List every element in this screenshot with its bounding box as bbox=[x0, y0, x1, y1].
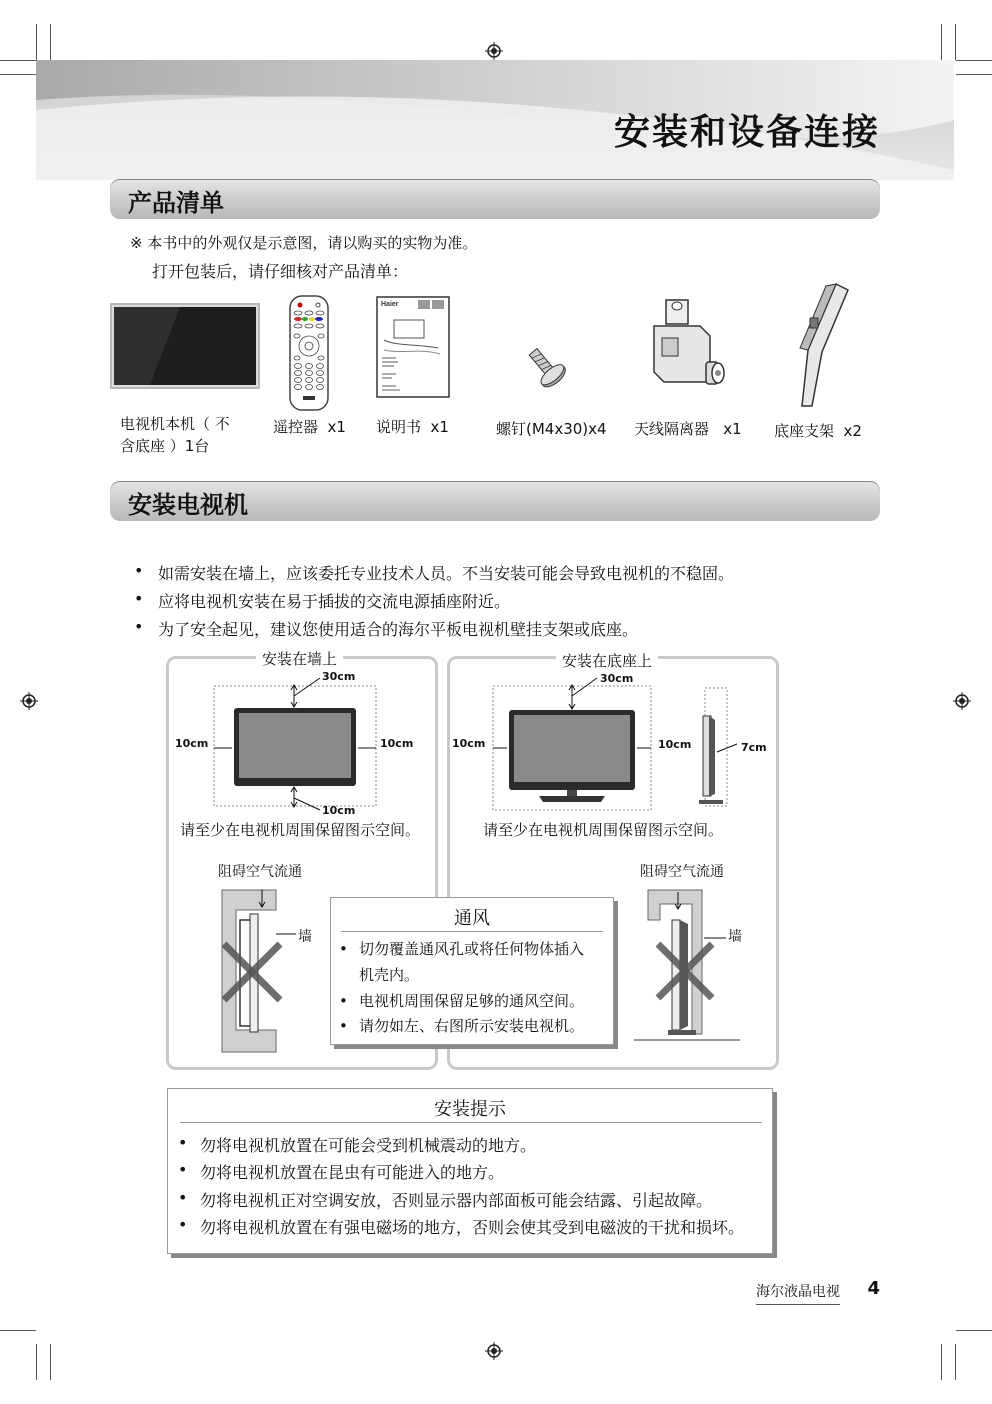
registration-mark-icon bbox=[953, 692, 971, 710]
stand-blocked-diagram bbox=[632, 884, 742, 1044]
wall-mount-title: 安装在墙上 bbox=[256, 648, 343, 669]
ventilation-item: • 切勿覆盖通风孔或将任何物体插入 bbox=[359, 936, 584, 962]
wall-label: 墙 bbox=[298, 929, 312, 945]
stand-mount-title: 安装在底座上 bbox=[556, 650, 658, 671]
install-tip: • 勿将电视机正对空调安放，否则显示器内部面板可能会结露、引起故障。 bbox=[200, 1188, 712, 1211]
registration-mark-icon bbox=[485, 1342, 503, 1360]
install-bullet: • 为了安全起见，建议您使用适合的海尔平板电视机壁挂支架或底座。 bbox=[158, 617, 638, 640]
appearance-note: ※ 本书中的外观仅是示意图，请以购买的实物为准。 bbox=[130, 234, 478, 252]
divider bbox=[341, 931, 603, 932]
crop-mark bbox=[956, 1330, 992, 1331]
crop-mark bbox=[956, 74, 992, 75]
crop-mark bbox=[0, 1330, 36, 1331]
wall-blocked-label: 阻碍空气流通 bbox=[218, 864, 302, 880]
crop-mark bbox=[0, 74, 36, 75]
registration-mark-icon bbox=[20, 692, 38, 710]
crop-mark bbox=[941, 1344, 942, 1380]
install-bullet: • 如需安装在墙上，应该委托专业技术人员。不当安装可能会导致电视机的不稳固。 bbox=[158, 561, 734, 584]
wall-blocked-diagram bbox=[214, 884, 324, 1056]
wall-top-clearance: 30cm bbox=[322, 670, 356, 683]
item-label-antenna-isolator: 天线隔离器 x1 bbox=[634, 420, 742, 438]
stand-top-clearance: 30cm bbox=[600, 672, 634, 685]
registration-mark-icon bbox=[485, 42, 503, 60]
section-title: 安装电视机 bbox=[128, 491, 248, 519]
install-tips-panel bbox=[167, 1088, 773, 1254]
stand-clearance-diagram bbox=[447, 676, 773, 816]
footer-brand: 海尔液晶电视 bbox=[756, 1281, 840, 1305]
crop-mark bbox=[36, 24, 37, 60]
crop-mark bbox=[50, 1344, 51, 1380]
install-tip: • 勿将电视机放置在可能会受到机械震动的地方。 bbox=[200, 1133, 536, 1156]
tv-unit-image bbox=[110, 303, 260, 389]
page-title: 安装和设备连接 bbox=[613, 112, 880, 153]
crop-mark bbox=[956, 60, 992, 61]
install-tip: • 勿将电视机放置在有强电磁场的地方，否则会使其受到电磁波的干扰和损坏。 bbox=[200, 1215, 744, 1238]
crop-mark bbox=[0, 60, 36, 61]
item-label-remote: 遥控器 x1 bbox=[273, 418, 346, 436]
antenna-isolator-image bbox=[648, 298, 726, 398]
section-bar-product-list bbox=[110, 179, 880, 219]
item-label-stand-bracket: 底座支架 x2 bbox=[774, 422, 862, 440]
wall-left-clearance: 10cm bbox=[175, 737, 209, 750]
divider bbox=[180, 1122, 762, 1123]
wall-bottom-clearance: 10cm bbox=[322, 804, 356, 817]
stand-caption: 请至少在电视机周围保留图示空间。 bbox=[483, 821, 724, 839]
crop-mark bbox=[955, 1344, 956, 1380]
stand-side-clearance: 7cm bbox=[741, 741, 767, 754]
item-label-manual: 说明书 x1 bbox=[376, 418, 449, 436]
crop-mark bbox=[941, 24, 942, 60]
crop-mark bbox=[36, 1344, 37, 1380]
install-tips-title: 安装提示 bbox=[434, 1099, 506, 1120]
wall-right-clearance: 10cm bbox=[380, 737, 414, 750]
manual-brand: Haier bbox=[381, 301, 399, 308]
item-label-tv: 电视机本机（ 不 含底座 ）1台 bbox=[120, 415, 230, 455]
page-number: 4 bbox=[867, 1278, 880, 1299]
ventilation-item-continued: 机壳内。 bbox=[359, 966, 420, 984]
ventilation-item: • 请勿如左、右图所示安装电视机。 bbox=[359, 1013, 584, 1039]
remote-control-image bbox=[288, 294, 330, 412]
ventilation-panel bbox=[330, 897, 614, 1045]
wall-caption: 请至少在电视机周围保留图示空间。 bbox=[180, 821, 421, 839]
checklist-instruction: 打开包装后，请仔细核对产品清单： bbox=[152, 262, 409, 281]
section-bar-install bbox=[110, 481, 880, 521]
stand-wall-label: 墙 bbox=[728, 929, 742, 945]
manual-image bbox=[376, 296, 450, 398]
stand-left-clearance: 10cm bbox=[452, 737, 486, 750]
ventilation-title: 通风 bbox=[454, 908, 490, 929]
stand-right-clearance: 10cm bbox=[658, 738, 692, 751]
item-label-screw: 螺钉(M4x30)x4 bbox=[496, 420, 607, 438]
stand-blocked-label: 阻碍空气流通 bbox=[640, 864, 724, 880]
stand-bracket-image bbox=[794, 282, 850, 410]
crop-mark bbox=[955, 24, 956, 60]
section-title: 产品清单 bbox=[128, 189, 224, 217]
crop-mark bbox=[50, 24, 51, 60]
screw-image bbox=[522, 344, 574, 392]
install-bullet: • 应将电视机安装在易于插拔的交流电源插座附近。 bbox=[158, 589, 510, 612]
ventilation-item: • 电视机周围保留足够的通风空间。 bbox=[359, 988, 584, 1014]
install-tip: • 勿将电视机放置在昆虫有可能进入的地方。 bbox=[200, 1160, 504, 1183]
